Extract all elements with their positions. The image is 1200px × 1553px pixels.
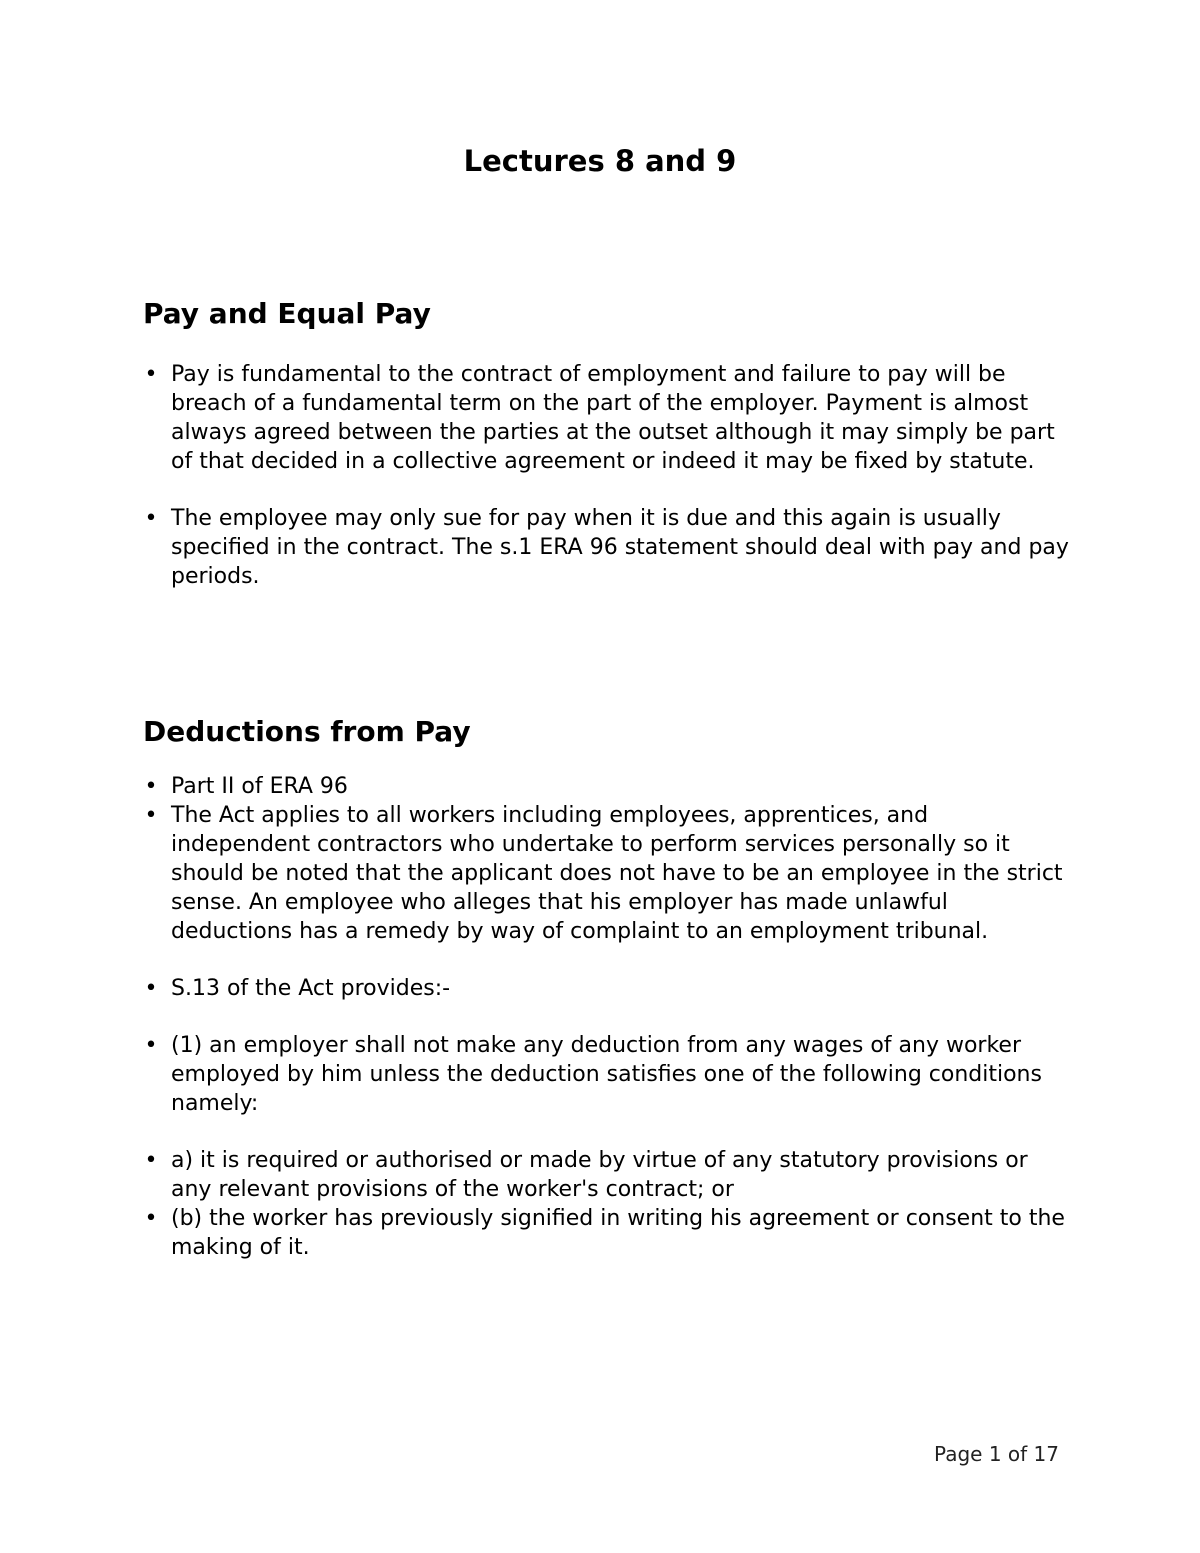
list-item-text: The Act applies to all workers including employees, apprentices, and independent contractors who undertake to perform services personally so it should be noted that the applicant does not have to be an employee in the strict sense. An employee who alleges that his employer has made unlawful deductions has a remedy by way of complaint to an employment tribunal. [171, 803, 1063, 944]
bullet-icon: • [144, 976, 158, 1001]
bullet-icon: • [144, 362, 158, 387]
document-title: Lectures 8 and 9 [463, 144, 737, 178]
list-item [0, 1031, 1071, 1118]
list-item [0, 504, 1071, 591]
bullet-icon: • [144, 506, 158, 531]
list-item [0, 772, 1071, 801]
bullet-icon: • [144, 1033, 158, 1058]
list-item-text: (b) the worker has previously signified in writing his agreement or consent to the making of it. [171, 1206, 1065, 1260]
list-item [0, 1146, 1071, 1204]
list-item-text: a) it is required or authorised or made by virtue of any statutory provisions or any relevant provisions of the worker's contract; or [171, 1148, 1028, 1202]
section-heading-pay-and-equal-pay: Pay and Equal Pay [143, 297, 431, 330]
page-number-footer: Page 1 of 17 [934, 1442, 1059, 1466]
list-item-text: (1) an employer shall not make any deduction from any wages of any worker employed by him unless the deduction satisfies one of the following conditions namely: [171, 1033, 1042, 1116]
bullet-icon: • [144, 1148, 158, 1173]
pay-bullet-list [0, 360, 1200, 591]
bullet-icon: • [144, 1206, 158, 1231]
bullet-icon: • [144, 803, 158, 828]
deductions-bullet-list [0, 772, 1200, 1262]
list-item-text: Pay is fundamental to the contract of employment and failure to pay will be breach of a fundamental term on the part of the employer. Payment is almost always agreed between the parties at the outset although it may simply be part of that decided in a collective agreement or indeed it may be fixed by statute. [171, 362, 1055, 474]
list-item-text: S.13 of the Act provides:- [171, 976, 451, 1001]
list-item-text: Part II of ERA 96 [171, 774, 348, 799]
list-item [0, 360, 1071, 476]
section-heading-deductions-from-pay: Deductions from Pay [143, 715, 471, 748]
list-item [0, 801, 1071, 946]
list-item [0, 974, 1071, 1003]
list-item [0, 1204, 1071, 1262]
list-item-text: The employee may only sue for pay when it is due and this again is usually specified in the contract. The s.1 ERA 96 statement should deal with pay and pay periods. [171, 506, 1069, 589]
bullet-icon: • [144, 774, 158, 799]
